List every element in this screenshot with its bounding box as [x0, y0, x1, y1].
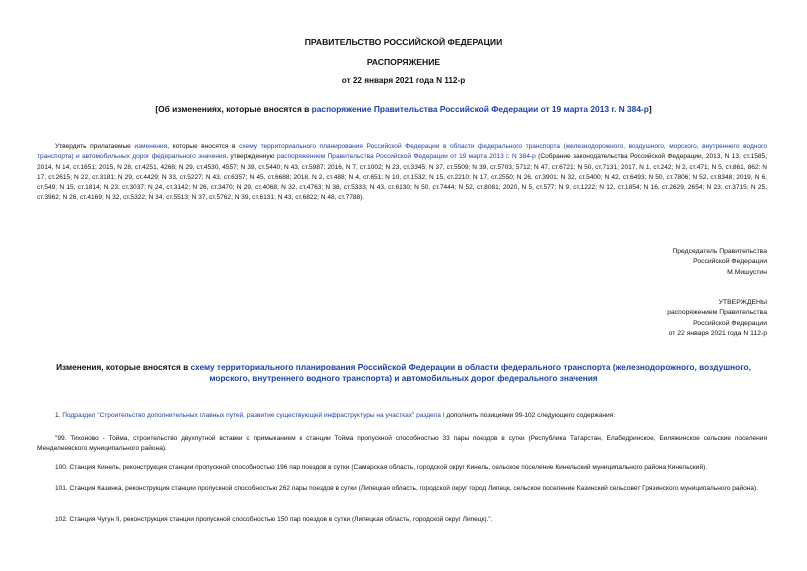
signature-line: Председатель Правительства [672, 248, 767, 255]
changes-title [50, 362, 757, 384]
list-item: "99. Тихоново - Тойма, строительство двухпутной вставки с примыканием к станции Тойма пропускной способностью 33 пары поездов в сутки (Республика Татарстан, Елабедринское, Биляжинское сельские поселения Менделеевского муниципального района). [37, 435, 767, 453]
doc-subject [0, 104, 807, 114]
main-text-4: (Собрание законодательства Российской Федерации, 2013, N 13, ст.1585; 2014, N 14, ст.1651; 2015, N 28, ст.4251, 4268; N 29, ст.4530, 4557; N 39, ст.5440; N 43, ст.5987; 2016, N 7, ст.1002; N 23, ст.3345; N 37, ст.5509; N 39, ст.5703, 5712; N 47, ст.6721; N 50, ст.7131; 2017, N 1, ст.242; N 2, ст.471; N 5, ст.861, 862; N 17, ст.2615; N 22, ст.3181; N 29, ст.4429; N 33, ст.5227; N 43, ст.6357; N 45, ст.6688; 2018, N 2, ст.488; N 4, ст.651; N 10, ст.1532; N 15, ст.2210; N 17, ст.2550; N 26, ст.3901; N 32, ст.5400; N 42, ст.6493; N 50, ст.7806; N 52, ст.8348; 2019, N 6, ст.549; N 15, ст.1814; N 23, ст.3037; N 24, ст.3142; N 26, ст.3470; N 29, ст.4068; N 32, ст.4763; N 38, ст.5333; N 43, ст.6130; N 50, ст.7444; N 52, ст.8081; 2020, N 5, ст.577; N 9, ст.1222; N 12, ст.1854; N 16, ст.2629, 2654; N 23, ст.3715; N 25, ст.3962; N 26, ст.4169; N 32, ст.5322; N 34, ст.5513; N 37, ст.5762; N 39, ст.6131; N 43, ст.6822; N 48, ст.7788). [37, 153, 767, 202]
scheme-link[interactable]: схему территориального планирования Российской Федерации в области федерального транспорта (железнодорожного, воздушного, морского, внутреннего водного транспорта) и автомобильных дорог федерального значения [37, 143, 767, 161]
doc-type-heading: РАСПОРЯЖЕНИЕ [366, 57, 441, 67]
list-item: 100. Станция Кинель, реконструкция станции пропускной способностью 196 пар поездов в сутки (Самарская область, городской округ Кинель, сельское поселение Кинельский муниципального района Кинельский). [55, 464, 708, 471]
list-item: 101. Станция Казинка, реконструкция станции пропускной способностью 262 пары поездов в сутки (Липецкая область, городской округ город Липецк, сельское поселение Казинский сельсовет Грязинского муниципального района). [55, 485, 759, 492]
approval-line: от 22 января 2021 года N 112-р [668, 330, 767, 338]
doc-subject-suffix: ] [648, 104, 652, 114]
doc-subject-prefix: [Об изменениях, которые вносятся в [155, 104, 312, 114]
approval-line: Российской Федерации [693, 319, 767, 327]
doc-date-line: от 22 января 2021 года N 112-р [341, 76, 466, 85]
main-text-2: , которые вносятся в [167, 143, 240, 150]
changes-title-prefix: Изменения, которые вносятся в [56, 362, 191, 372]
changes-scheme-link[interactable]: схему территориального планирования Российской Федерации в области федерального транспорта (железнодорожного, воздушного, морского, внутреннего водного транспорта) и автомобильных дорог федерального значения [190, 362, 751, 383]
item-number: 1. [55, 412, 63, 419]
list-item: 102. Станция Чугун II, реконструкция станции пропускной способностью 150 пар поездов в сутки (Липецкая область, городской округ Липецк).". [55, 516, 493, 523]
changes-link[interactable]: изменения [134, 143, 168, 150]
main-paragraph [37, 142, 767, 204]
approval-block [667, 298, 767, 340]
approval-line: распоряжением Правительства [667, 309, 767, 317]
decree-link[interactable]: распоряжением Правительства Российской Федерации от 19 марта 2013 г. N 384-р [276, 153, 536, 161]
main-text-3: , утвержденную [226, 153, 277, 161]
item-text: дополнить позициями 99-102 следующего содержания: [444, 412, 615, 419]
signature-block [672, 247, 767, 278]
signature-line: М.Мишустин [727, 268, 767, 276]
list-item [37, 411, 767, 421]
signature-line: Российской Федерации [693, 258, 767, 266]
subsection-link[interactable]: Подраздел "Строительство дополнительных главных путей, развитие существующей инфраструктуры на участках" раздела I [62, 412, 445, 419]
government-heading: ПРАВИТЕЛЬСТВО РОССИЙСКОЙ ФЕДЕРАЦИИ [304, 37, 503, 47]
subject-link[interactable]: распоряжение Правительства Российской Федерации от 19 марта 2013 г. N 384-р [311, 104, 649, 114]
main-text-1: Утвердить прилагаемые [55, 143, 135, 150]
approval-line: УТВЕРЖДЕНЫ [718, 299, 767, 306]
